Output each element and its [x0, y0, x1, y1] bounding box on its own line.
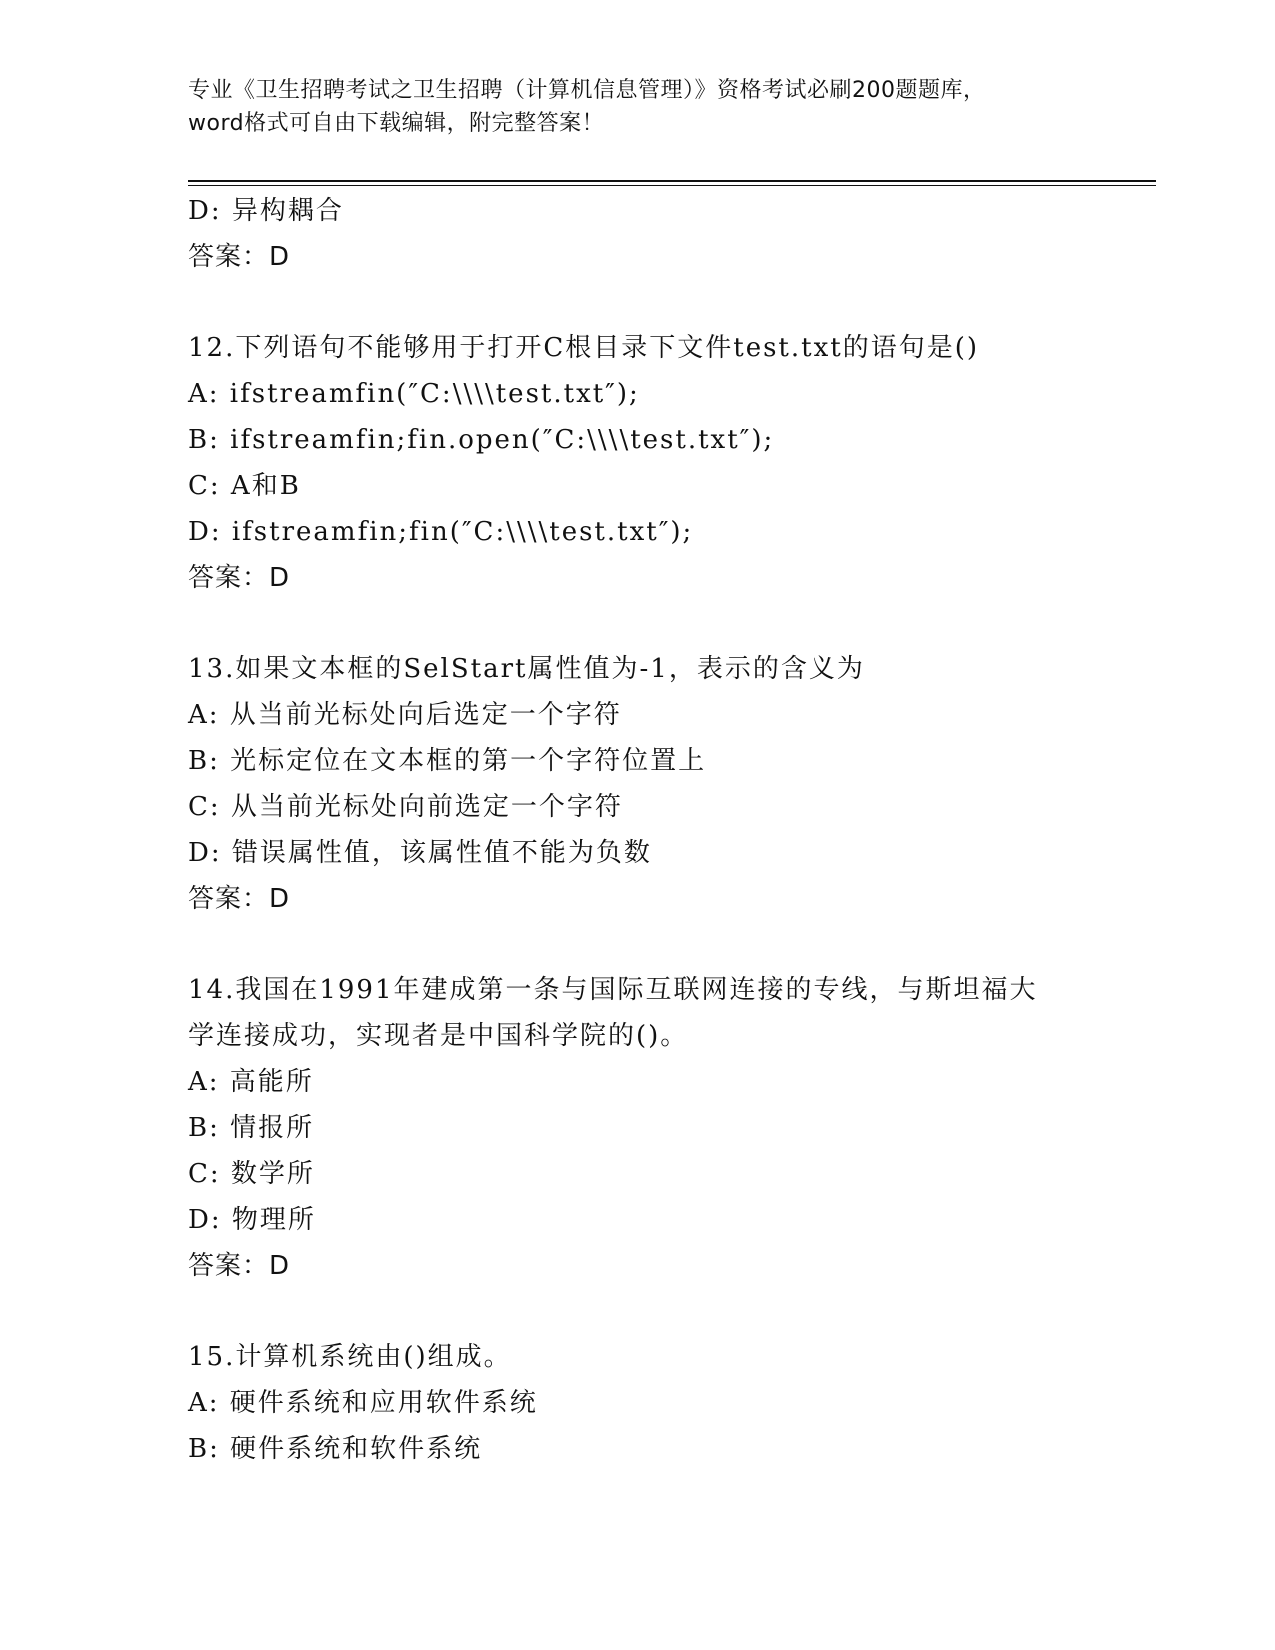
question-15 [188, 1334, 1088, 1472]
option-c: C: A和B [188, 471, 301, 501]
question-text-line-2: 学连接成功，实现者是中国科学院的()。 [188, 1021, 689, 1051]
option-b: B: 硬件系统和软件系统 [188, 1434, 483, 1464]
option-a: A: 高能所 [188, 1067, 314, 1097]
option-b: B: 情报所 [188, 1113, 315, 1143]
question-14 [188, 967, 1088, 1289]
option-b: B: 光标定位在文本框的第一个字符位置上 [188, 746, 707, 776]
spacer [188, 601, 1088, 646]
spacer [188, 280, 1088, 325]
header-title-line-2: word格式可自由下载编辑，附完整答案！ [188, 111, 605, 136]
option-a: A: 硬件系统和应用软件系统 [188, 1388, 538, 1418]
answer-line: 答案：D [188, 242, 291, 272]
option-c: C: 从当前光标处向前选定一个字符 [188, 792, 623, 822]
answer-line: 答案：D [188, 884, 291, 914]
header-divider-thick [188, 180, 1156, 182]
option-b: B: ifstreamfin;fin.open(″C:\\\\test.txt″); [188, 425, 775, 455]
spacer [188, 922, 1088, 967]
header-title-line-1: 专业《卫生招聘考试之卫生招聘（计算机信息管理）》资格考试必刷200题题库， [188, 78, 986, 103]
option-d: D: 异构耦合 [188, 196, 344, 226]
option-a: A: 从当前光标处向后选定一个字符 [188, 700, 622, 730]
question-text: 13.如果文本框的SelStart属性值为-1，表示的含义为 [188, 654, 865, 684]
question-body [188, 188, 1088, 1472]
option-c: C: 数学所 [188, 1159, 315, 1189]
option-d: D: ifstreamfin;fin(″C:\\\\test.txt″); [188, 517, 694, 547]
document-header [188, 74, 1088, 140]
header-divider-thin [188, 185, 1156, 186]
answer-line: 答案：D [188, 1251, 291, 1281]
spacer [188, 1289, 1088, 1334]
answer-line: 答案：D [188, 563, 291, 593]
question-12 [188, 325, 1088, 601]
option-a: A: ifstreamfin(″C:\\\\test.txt″); [188, 379, 640, 409]
question-13 [188, 646, 1088, 922]
question-text-line-1: 14.我国在1991年建成第一条与国际互联网连接的专线，与斯坦福大 [188, 975, 1038, 1005]
question-text: 12.下列语句不能够用于打开C根目录下文件test.txt的语句是() [188, 333, 979, 363]
option-d: D: 错误属性值，该属性值不能为负数 [188, 838, 652, 868]
question-text: 15.计算机系统由()组成。 [188, 1342, 512, 1372]
option-d: D: 物理所 [188, 1205, 316, 1235]
